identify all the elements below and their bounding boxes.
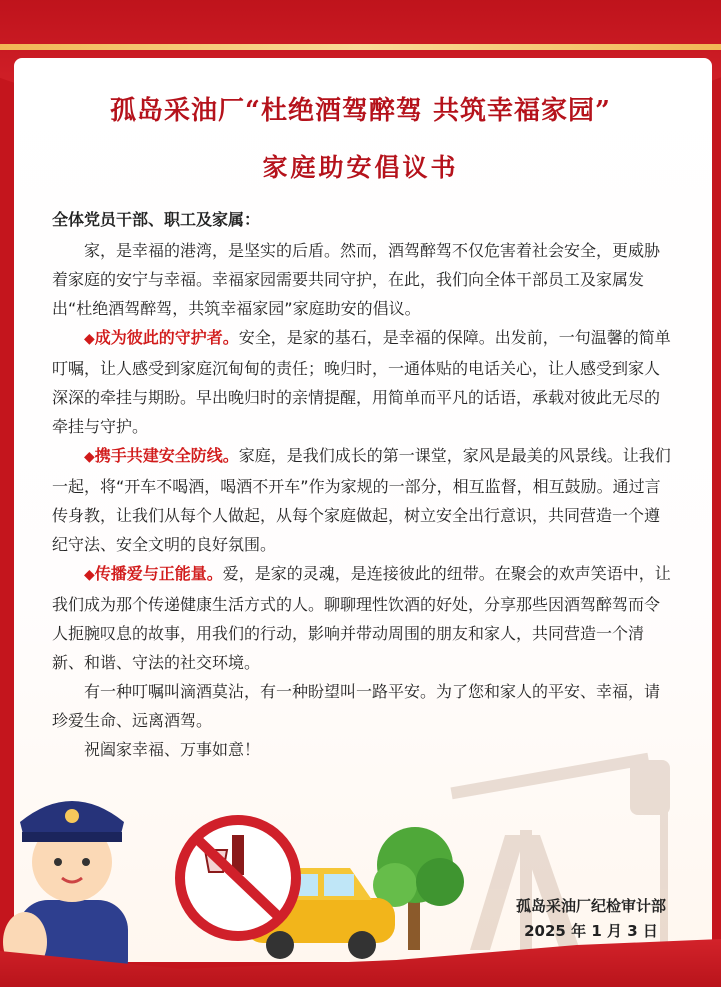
diamond-icon: ◆ xyxy=(84,567,95,583)
issue-date: 2025 年 1 月 3 日 xyxy=(524,922,658,940)
point-paragraph xyxy=(52,559,672,677)
sub-title: 家庭助安倡议书 xyxy=(262,153,459,182)
no-drinking-icon xyxy=(180,820,296,936)
point-paragraph xyxy=(52,441,672,559)
closing-paragraph: 有一种叮嘱叫滴酒莫沾，有一种盼望叫一路平安。为了您和家人的平安、幸福，请珍爱生命、远离酒驾。 xyxy=(52,682,661,730)
point-paragraph xyxy=(52,323,672,441)
point-heading: 成为彼此的守护者。 xyxy=(94,328,239,347)
issuer-name: 孤岛采油厂纪检审计部 xyxy=(515,897,666,915)
main-title: 孤岛采油厂“杜绝酒驾醉驾 共筑幸福家园” xyxy=(110,96,611,126)
illustration-scene xyxy=(0,750,721,987)
point-text: 爱，是家的灵魂，是连接彼此的纽带。在聚会的欢声笑语中，让我们成为那个传递健康生活方式的人。聊聊理性饮酒的好处，分享那些因酒驾醉驾而令人扼腕叹息的故事，用我们的行动，影响并带动周围的朋友和家人，共同营造一个清新、和谐、守法的社交环境。 xyxy=(52,564,671,672)
point-heading: 携手共建安全防线。 xyxy=(94,446,239,465)
gold-divider xyxy=(0,44,721,50)
diamond-icon: ◆ xyxy=(84,449,95,465)
point-heading: 传播爱与正能量。 xyxy=(94,564,223,583)
wish-line: 祝阖家幸福、万事如意！ xyxy=(84,740,261,759)
point-text: 家庭，是我们成长的第一课堂，家风是最美的风景线。让我们一起，将“开车不喝酒，喝酒不开车”作为家规的一部分，相互监督，相互鼓励。通过言传身教，让我们从每个人做起，从每个家庭做起，树立安全出行意识，共同营造一个遵纪守法、安全文明的良好氛围。 xyxy=(52,446,671,554)
diamond-icon: ◆ xyxy=(84,331,95,347)
letter-body xyxy=(52,205,672,764)
intro-paragraph: 家，是幸福的港湾，是坚实的后盾。然而，酒驾醉驾不仅危害着社会安全，更威胁着家庭的安宁与幸福。幸福家园需要共同守护，在此，我们向全体干部员工及家属发出“杜绝酒驾醉驾，共筑幸福家园”家庭助安的倡议。 xyxy=(52,241,661,318)
signature-block xyxy=(486,894,696,944)
salutation: 全体党员干部、职工及家属： xyxy=(52,210,261,229)
point-text: 安全，是家的基石，是幸福的保障。出发前，一句温馨的简单叮嘱，让人感受到家庭沉甸甸的责任；晚归时，一通体贴的电话关心，让人感受到家人深深的牵挂与期盼。早出晚归时的亲情提醒，用简单而平凡的话语，承载对彼此无尽的牵挂与守护。 xyxy=(52,328,671,436)
